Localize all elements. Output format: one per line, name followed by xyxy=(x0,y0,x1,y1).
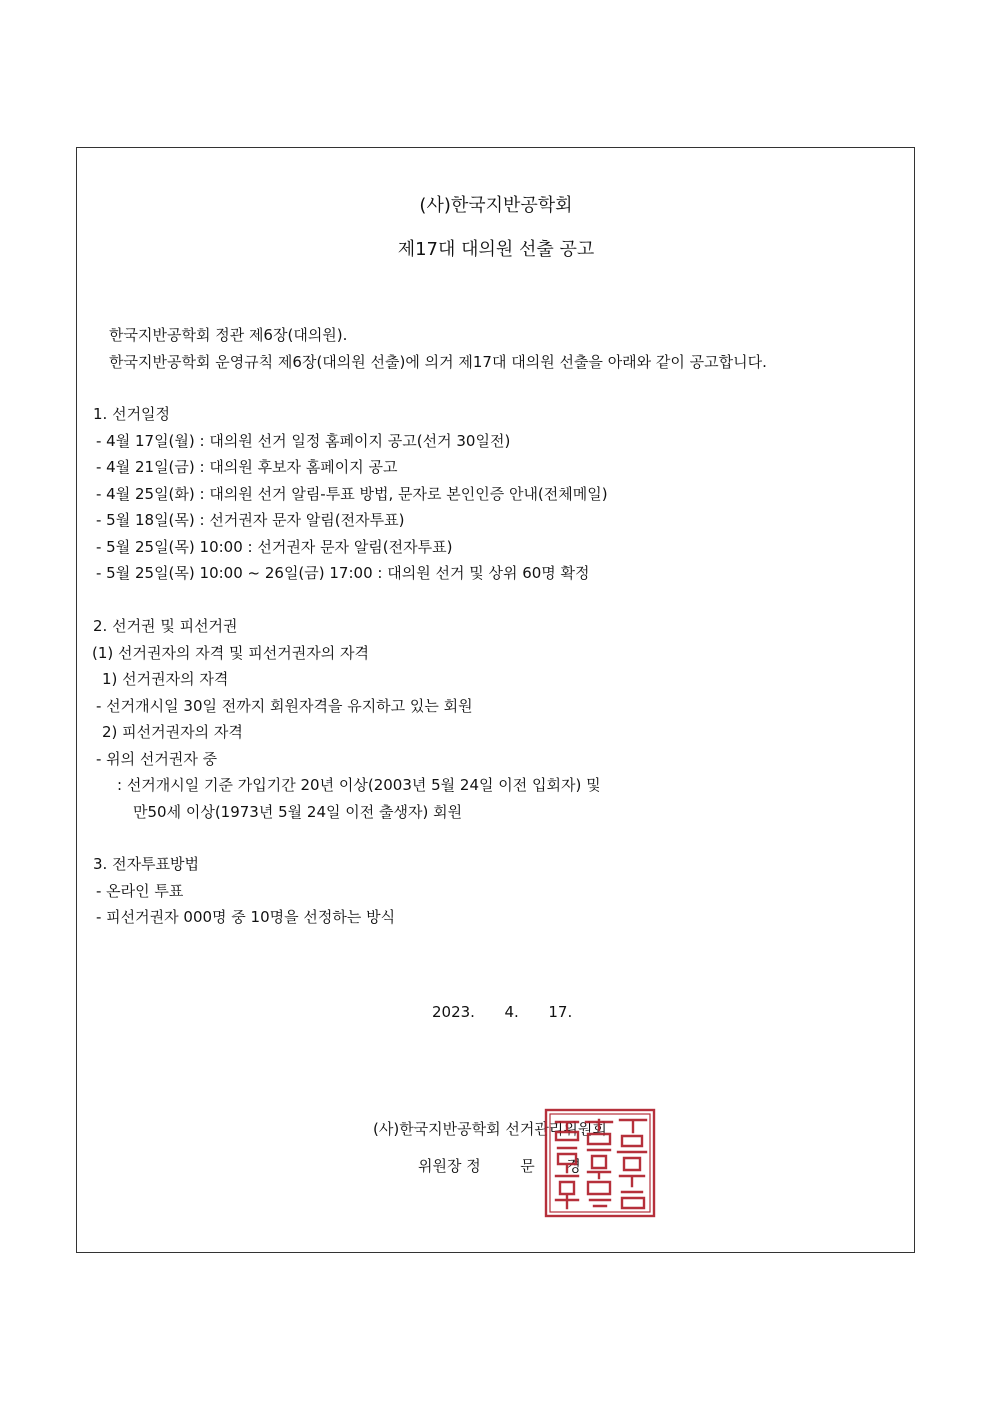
voter-qualification-heading: 1) 선거권자의 자격 xyxy=(102,670,229,688)
organization-title: (사)한국지반공학회 xyxy=(419,195,573,216)
official-seal-icon xyxy=(544,1108,656,1218)
schedule-item: - 4월 17일(월) : 대의원 선거 일정 홈페이지 공고(선거 30일전) xyxy=(96,432,511,450)
notice-title: 제17대 대의원 선출 공고 xyxy=(397,239,595,260)
schedule-item: - 4월 21일(금) : 대의원 후보자 홈페이지 공고 xyxy=(96,458,398,476)
date-year: 2023. xyxy=(432,1003,475,1021)
voting-method-item: - 피선거권자 000명 중 10명을 선정하는 방식 xyxy=(96,908,396,926)
section-1-heading: 1. 선거일정 xyxy=(93,405,171,423)
notice-date xyxy=(432,1002,572,1022)
voting-method-item: - 온라인 투표 xyxy=(96,882,184,900)
candidate-qualification-heading: 2) 피선거권자의 자격 xyxy=(102,723,243,741)
intro-line-2: 한국지반공학회 운영규칙 제6장(대의원 선출)에 의거 제17대 대의원 선출을 아래와 같이 공고합니다. xyxy=(109,353,767,371)
date-month: 4. xyxy=(504,1003,519,1021)
chairman-label: 위원장 정 xyxy=(418,1157,481,1175)
section-2-subheading: (1) 선거권자의 자격 및 피선거권자의 자격 xyxy=(92,644,369,662)
intro-line-1: 한국지반공학회 정관 제6장(대의원). xyxy=(109,326,348,344)
committee-name: (사)한국지반공학회 선거관리위원회 xyxy=(373,1120,607,1138)
voter-qualification-text: - 선거개시일 30일 전까지 회원자격을 유지하고 있는 회원 xyxy=(96,697,473,715)
date-day: 17. xyxy=(548,1003,573,1021)
schedule-item: - 5월 18일(목) : 선거권자 문자 알림(전자투표) xyxy=(96,511,405,529)
schedule-item: - 4월 25일(화) : 대의원 선거 알림-투표 방법, 문자로 본인인증 안내(전체메일) xyxy=(96,485,608,503)
section-2-heading: 2. 선거권 및 피선거권 xyxy=(93,617,238,635)
candidate-qualification-detail: : 선거개시일 기준 가입기간 20년 이상(2003년 5월 24일 이전 입회자) 및 xyxy=(117,776,601,794)
chairman-name-last: 경 xyxy=(566,1157,581,1175)
candidate-qualification-text: - 위의 선거권자 중 xyxy=(96,750,218,768)
schedule-item: - 5월 25일(목) 10:00 ~ 26일(금) 17:00 : 대의원 선거 및 상위 60명 확정 xyxy=(96,564,590,582)
schedule-item: - 5월 25일(목) 10:00 : 선거권자 문자 알림(전자투표) xyxy=(96,538,453,556)
candidate-qualification-detail: 만50세 이상(1973년 5월 24일 이전 출생자) 회원 xyxy=(133,803,463,821)
section-3-heading: 3. 전자투표방법 xyxy=(93,855,200,873)
chairman-name-part: 문 xyxy=(520,1157,535,1175)
